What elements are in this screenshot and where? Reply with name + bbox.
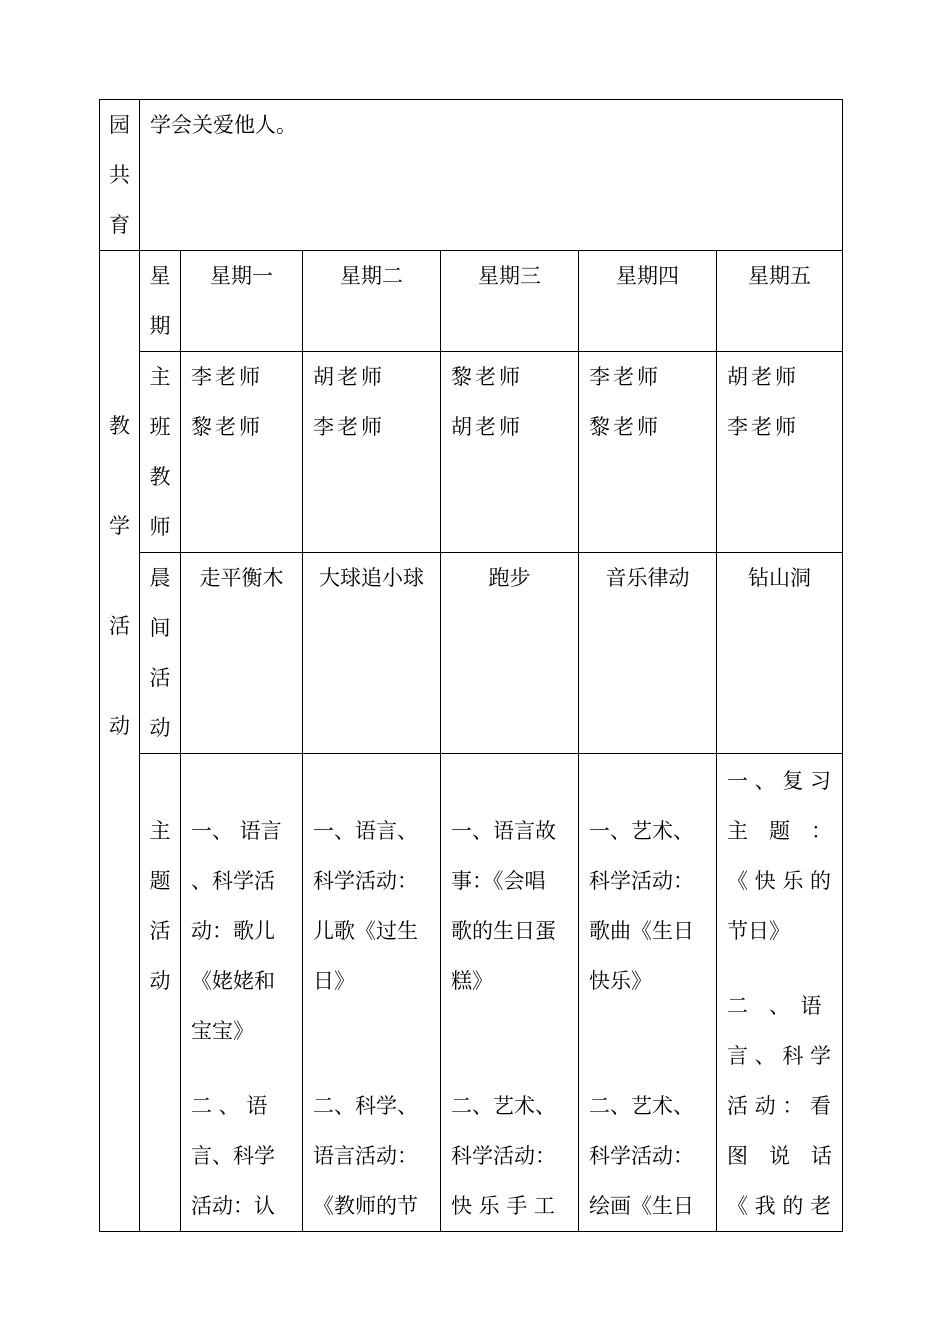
theme-wed: 一、语言故 事：《会唱 歌的生日蛋 糕》 二、艺术、 科学活动： 快 乐 手 工 <box>441 754 579 1232</box>
weekday-wed: 星期三 <box>441 251 579 352</box>
weekly-plan-table <box>99 99 843 1232</box>
home-school-label: 园 共 育 <box>100 100 140 251</box>
morning-label: 晨 间 活 动 <box>140 553 181 754</box>
weekday-thu: 星期四 <box>579 251 717 352</box>
weekday-tue: 星期二 <box>303 251 441 352</box>
theme-label: 主 题 活 动 <box>140 754 181 1232</box>
teachers-fri: 胡老师 李老师 <box>717 352 843 553</box>
teachers-tue: 胡老师 李老师 <box>303 352 441 553</box>
teachers-label: 主 班 教 师 <box>140 352 181 553</box>
teachers-thu: 李老师 黎老师 <box>579 352 717 553</box>
teaching-activity-label: 教 学 活 动 <box>100 251 140 1232</box>
teachers-mon: 李老师 黎老师 <box>181 352 303 553</box>
theme-thu: 一、艺术、 科学活动： 歌曲《生日 快乐》 二、艺术、 科学活动： 绘画《生日 <box>579 754 717 1232</box>
weekday-label: 星 期 <box>140 251 181 352</box>
weekday-row <box>100 251 843 352</box>
theme-fri: 一 、 复 习 主 题 ： 《 快 乐 的 节日》 二 、 语 言 、 科 学 活 动 ： 看 图 说 话 《 我 的 老 <box>717 754 843 1232</box>
morning-fri: 钻山洞 <box>717 553 843 754</box>
weekday-mon: 星期一 <box>181 251 303 352</box>
theme-tue: 一、语言、 科学活动： 儿歌《过生 日》 二、科学、 语言活动： 《教师的节 <box>303 754 441 1232</box>
teachers-row <box>100 352 843 553</box>
theme-row <box>100 754 843 1232</box>
morning-wed: 跑步 <box>441 553 579 754</box>
home-school-row <box>100 100 843 251</box>
morning-mon: 走平衡木 <box>181 553 303 754</box>
home-school-content: 学会关爱他人。 <box>140 100 843 251</box>
morning-thu: 音乐律动 <box>579 553 717 754</box>
morning-tue: 大球追小球 <box>303 553 441 754</box>
teachers-wed: 黎老师 胡老师 <box>441 352 579 553</box>
theme-mon: 一、 语言 、科学活 动：歌儿 《姥姥和 宝宝》 二 、 语 言、科学 活动：认 <box>181 754 303 1232</box>
morning-row <box>100 553 843 754</box>
weekday-fri: 星期五 <box>717 251 843 352</box>
